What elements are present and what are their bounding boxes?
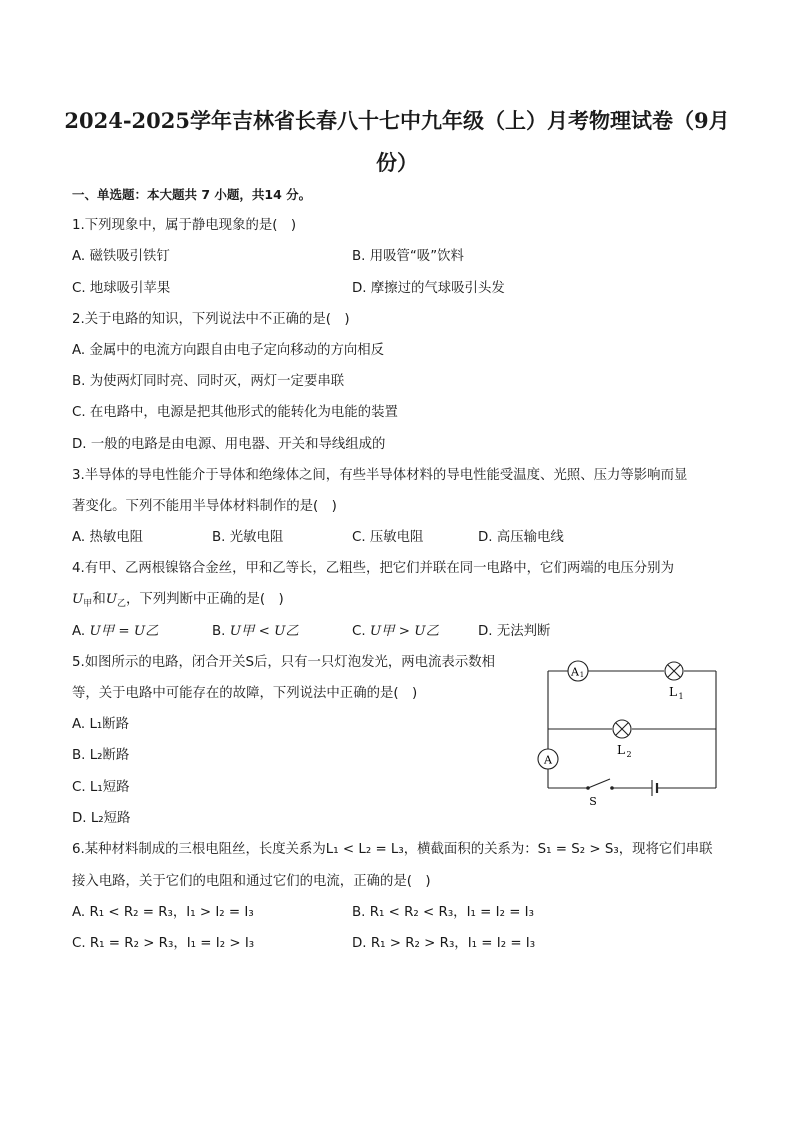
q4-symbol-u-yi: U [105, 592, 117, 607]
ammeter-a1-label: A [571, 665, 579, 679]
switch-contact [610, 786, 614, 790]
q2-option-a: A. 金属中的电流方向跟自由电子定向移动的方向相反 [72, 343, 385, 358]
ammeter-a-label: A [544, 753, 552, 767]
q4-option-a [72, 622, 159, 642]
q5-stem-line-1: 5.如图所示的电路，闭合开关S后，只有一只灯泡发光，两电流表示数相 [72, 655, 495, 670]
q4-option-c-expr: U甲 > U乙 [369, 624, 439, 639]
q2-option-b: B. 为使两灯同时亮、同时灭，两灯一定要串联 [72, 374, 345, 389]
q6-option-b: B. R₁ < R₂ < R₃，I₁ = I₂ = I₃ [352, 905, 534, 920]
switch-label: S [589, 795, 597, 808]
q6-option-a: A. R₁ < R₂ = R₃，I₁ > I₂ = I₃ [72, 905, 254, 920]
q5-stem-line-2: 等，关于电路中可能存在的故障，下列说法中正确的是( ) [72, 686, 418, 701]
q4-subscript-jia: 甲 [83, 599, 93, 609]
lamp-l2-subscript: 2 [626, 750, 632, 759]
q1-option-a: A. 磁铁吸引铁钉 [72, 249, 170, 264]
q4-option-a-letter: A. [72, 624, 90, 639]
q4-option-d: D. 无法判断 [478, 624, 551, 639]
q4-option-a-expr: U甲 = U乙 [89, 624, 159, 639]
q4-stem-line-2 [72, 590, 284, 614]
q1-option-b: B. 用吸管“吸”饮料 [352, 249, 464, 264]
q2-stem: 2.关于电路的知识，下列说法中不正确的是( ) [72, 312, 350, 327]
q4-and: 和 [92, 592, 106, 607]
switch-pivot [586, 786, 590, 790]
q4-option-c [352, 622, 439, 642]
q4-option-b-letter: B. [212, 624, 230, 639]
q3-option-a: A. 热敏电阻 [72, 530, 143, 545]
q6-option-d: D. R₁ > R₂ > R₃，I₁ = I₂ = I₃ [352, 936, 536, 951]
lamp-l2-label: L [617, 743, 625, 757]
q1-option-d: D. 摩擦过的气球吸引头发 [352, 281, 505, 296]
q3-option-d: D. 高压输电线 [478, 530, 564, 545]
q5-option-a: A. L₁断路 [72, 717, 130, 732]
q4-option-c-letter: C. [352, 624, 370, 639]
q3-option-c: C. 压敏电阻 [352, 530, 424, 545]
q6-option-c: C. R₁ = R₂ > R₃，I₁ = I₂ > I₃ [72, 936, 255, 951]
q1-option-c: C. 地球吸引苹果 [72, 281, 171, 296]
q4-stem-rest: ，下列判断中正确的是( ) [126, 592, 284, 607]
lamp-l2-icon [613, 720, 631, 738]
q4-option-b-expr: U甲 < U乙 [229, 624, 299, 639]
q1-stem: 1.下列现象中，属于静电现象的是( ) [72, 218, 297, 233]
q2-option-c: C. 在电路中，电源是把其他形式的能转化为电能的装置 [72, 405, 398, 420]
q5-option-d: D. L₂短路 [72, 811, 131, 826]
section-heading: 一、单选题：本大题共 7 小题，共14 分。 [72, 187, 312, 202]
q3-option-b: B. 光敏电阻 [212, 530, 284, 545]
lamp-l1-icon [665, 662, 683, 680]
q4-symbol-u-jia: U [72, 592, 84, 607]
ammeter-a1-icon [568, 661, 588, 681]
exam-title [60, 100, 734, 184]
q5-option-c: C. L₁短路 [72, 780, 130, 795]
q6-stem-line-1: 6.某种材料制成的三根电阻丝，长度关系为L₁ < L₂ = L₃，横截面积的关系为：S₁ = S₂ > S₃，现将它们串联 [72, 842, 713, 857]
q3-stem-line-2: 著变化。下列不能用半导体材料制作的是( ) [72, 499, 337, 514]
circuit-diagram [530, 656, 730, 808]
lamp-l1-subscript: 1 [678, 692, 684, 701]
q5-option-b: B. L₂断路 [72, 748, 130, 763]
q6-stem-line-2: 接入电路，关于它们的电阻和通过它们的电流，正确的是( ) [72, 874, 431, 889]
q4-stem-line-1: 4.有甲、乙两根镍铬合金丝，甲和乙等长，乙粗些，把它们并联在同一电路中，它们两端的电压分别为 [72, 561, 674, 576]
title-line-2: 份） [376, 150, 418, 175]
ammeter-a1-subscript: 1 [579, 671, 585, 679]
q4-option-b [212, 622, 299, 642]
q4-subscript-yi: 乙 [117, 599, 127, 609]
ammeter-a-icon [538, 749, 558, 769]
q2-option-d: D. 一般的电路是由电源、用电器、开关和导线组成的 [72, 437, 386, 452]
lamp-l1-label: L [669, 685, 677, 699]
title-line-1: 2024-2025学年吉林省长春八十七中九年级（上）月考物理试卷（9月 [64, 108, 730, 133]
q3-stem-line-1: 3.半导体的导电性能介于导体和绝缘体之间，有些半导体材料的导电性能受温度、光照、压力等影响而显 [72, 468, 688, 483]
